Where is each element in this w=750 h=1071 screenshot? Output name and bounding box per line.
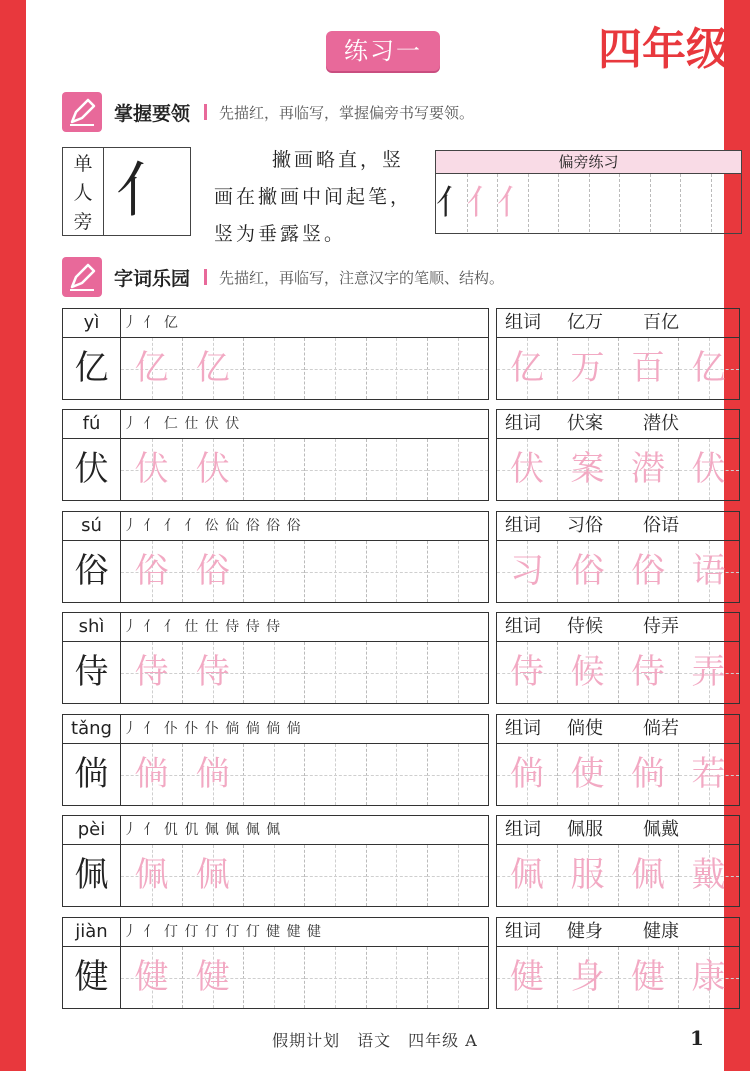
practice-cell[interactable]: [182, 845, 244, 906]
practice-cell[interactable]: [305, 642, 367, 703]
word-grid: [496, 917, 740, 1009]
word-trace-cell[interactable]: [558, 947, 619, 1008]
practice-cell: [619, 174, 651, 232]
practice-cell[interactable]: [121, 642, 183, 703]
word-grid: [496, 714, 740, 806]
word-grid: [496, 612, 740, 704]
trace-char: 伏: [195, 449, 230, 489]
word-label: 组词: [505, 413, 541, 434]
word: 习俗: [567, 515, 603, 536]
character-row: [62, 815, 740, 907]
pinyin: pèi: [63, 816, 121, 845]
model-char: 倘: [63, 744, 121, 805]
word-header: [497, 918, 739, 947]
trace-char: 倘: [510, 754, 544, 794]
character-row: [62, 612, 740, 704]
divider: [204, 104, 207, 120]
word-label: 组词: [505, 718, 541, 739]
word: 佩服: [567, 819, 603, 840]
practice-cell[interactable]: [427, 642, 488, 703]
practice-cell[interactable]: [427, 541, 488, 602]
trace-char: 侍: [631, 652, 665, 692]
word-label: 组词: [505, 819, 541, 840]
practice-cell[interactable]: [305, 541, 367, 602]
practice-cell[interactable]: [182, 744, 244, 805]
section-description: 先描红，再临写，掌握偏旁书写要领。: [219, 103, 475, 122]
word-trace-cell[interactable]: [497, 845, 558, 906]
practice-cell[interactable]: [243, 642, 305, 703]
word-trace-cell[interactable]: [679, 947, 739, 1008]
trace-char: 万: [570, 348, 605, 388]
practice-cell[interactable]: [182, 947, 244, 1008]
section-header-mastery: [62, 92, 474, 132]
trace-char: 佩: [510, 855, 544, 895]
practice-char: 亻: [497, 183, 531, 223]
character-row: [62, 308, 740, 400]
practice-cell[interactable]: [427, 338, 488, 399]
trace-char: 佩: [134, 855, 169, 895]
pinyin: sú: [63, 512, 121, 541]
stroke-order: 丿 亻 亿: [123, 315, 179, 331]
section-title: 掌握要领: [114, 102, 191, 125]
writing-grid: [62, 409, 489, 501]
practice-cell: [680, 174, 712, 232]
practice-cell[interactable]: [305, 439, 367, 500]
trace-char: 亿: [195, 348, 230, 388]
word-trace-cell[interactable]: [618, 947, 679, 1008]
practice-char: 亻: [466, 183, 501, 223]
trace-char: 亿: [510, 348, 544, 388]
practice-cell[interactable]: [182, 439, 244, 500]
word: 健康: [643, 921, 679, 942]
model-char: 伏: [63, 439, 121, 500]
practice-cell[interactable]: [427, 744, 488, 805]
practice-cell[interactable]: [366, 947, 428, 1008]
grade-label: 四年级: [598, 24, 730, 75]
trace-char: 倘: [195, 754, 230, 794]
word-trace-cell[interactable]: [679, 541, 739, 602]
pencil-icon: [62, 92, 102, 132]
word: 倘使: [567, 718, 603, 739]
writing-grid: [62, 917, 489, 1009]
trace-char: 若: [691, 754, 726, 794]
pinyin: fú: [63, 410, 121, 439]
word-grid: [496, 511, 740, 603]
left-edge-band: [0, 0, 26, 1071]
trace-char: 俗: [134, 551, 169, 591]
practice-char: 亻: [436, 183, 470, 223]
practice-cell[interactable]: [121, 338, 183, 399]
word-trace-cell[interactable]: [618, 338, 679, 399]
word: 潜伏: [643, 413, 679, 434]
word-grid: [496, 308, 740, 400]
writing-grid: [62, 612, 489, 704]
practice-cell: [558, 174, 590, 232]
trace-char: 倘: [631, 754, 665, 794]
pinyin: tǎng: [63, 715, 121, 744]
word-trace-cell[interactable]: [618, 439, 679, 500]
word-label: 组词: [505, 921, 541, 942]
pencil-icon: [62, 257, 102, 297]
practice-cell[interactable]: [121, 947, 183, 1008]
word-trace-cell[interactable]: [679, 845, 739, 906]
footer-text: 假期计划 语文 四年级 A: [272, 1031, 478, 1050]
word-trace-cell[interactable]: [679, 338, 739, 399]
trace-char: 百: [631, 348, 665, 388]
stroke-order: 丿 亻 亻 亻 伀 佡 俗 俗 俗: [123, 518, 302, 534]
word-trace-cell[interactable]: [679, 642, 739, 703]
model-char: 佩: [63, 845, 121, 906]
practice-cell[interactable]: [366, 744, 428, 805]
word-header: [497, 512, 739, 541]
practice-cell[interactable]: [305, 744, 367, 805]
radical-display-box: [102, 147, 191, 236]
trace-char: 健: [134, 957, 169, 997]
word: 俗语: [643, 515, 679, 536]
word-grid: [496, 815, 740, 907]
writing-grid: [62, 308, 489, 400]
practice-cell[interactable]: [121, 541, 183, 602]
trace-char: 俗: [570, 551, 605, 591]
exercise-title-tab: 练习一: [326, 31, 440, 71]
trace-char: 侍: [134, 652, 169, 692]
practice-cell[interactable]: [182, 642, 244, 703]
word-header: [497, 309, 739, 338]
character-row: [62, 409, 740, 501]
trace-char: 伏: [510, 449, 544, 489]
pinyin: jiàn: [63, 918, 121, 947]
trace-char: 服: [570, 855, 605, 895]
radical-name-label: 单 人 旁: [62, 147, 104, 236]
practice-cell[interactable]: [427, 845, 488, 906]
trace-char: 健: [195, 957, 230, 997]
trace-char: 亿: [134, 348, 169, 388]
word-label: 组词: [505, 312, 541, 333]
section-header-words: [62, 257, 504, 297]
word: 佩戴: [643, 819, 679, 840]
practice-cell: [467, 174, 499, 232]
trace-char: 弄: [691, 652, 726, 692]
model-char: 侍: [63, 642, 121, 703]
trace-char: 健: [510, 957, 544, 997]
radical-char: 亻: [116, 156, 176, 226]
writing-grid: [62, 511, 489, 603]
practice-cell[interactable]: [121, 439, 183, 500]
trace-char: 习: [510, 551, 544, 591]
word-trace-cell[interactable]: [497, 947, 558, 1008]
word-trace-cell[interactable]: [558, 541, 619, 602]
practice-title: 偏旁练习: [436, 151, 741, 174]
stroke-order: 丿 亻 亻 仕 仕 侍 侍 侍: [123, 619, 282, 635]
trace-char: 候: [570, 652, 605, 692]
trace-char: 使: [570, 754, 605, 794]
trace-char: 案: [570, 449, 605, 489]
practice-cell[interactable]: [243, 338, 305, 399]
word-trace-cell[interactable]: [558, 338, 619, 399]
model-char: 俗: [63, 541, 121, 602]
word-trace-cell[interactable]: [618, 541, 679, 602]
word: 百亿: [643, 312, 679, 333]
word: 侍弄: [643, 616, 679, 637]
word-grid: [496, 409, 740, 501]
word-label: 组词: [505, 515, 541, 536]
trace-char: 佩: [631, 855, 665, 895]
radical-description: 撇画略直，竖画在撇画中间起笔，竖为垂露竖。: [214, 149, 413, 245]
word-trace-cell[interactable]: [558, 439, 619, 500]
radical-practice-box: [435, 150, 742, 234]
practice-cell[interactable]: [182, 541, 244, 602]
word-trace-cell[interactable]: [618, 845, 679, 906]
practice-cell: [650, 174, 682, 232]
practice-cell[interactable]: [305, 845, 367, 906]
word-label: 组词: [505, 616, 541, 637]
trace-char: 语: [691, 551, 726, 591]
practice-cell[interactable]: [243, 439, 305, 500]
trace-char: 伏: [691, 449, 726, 489]
trace-char: 亿: [691, 348, 726, 388]
word-header: [497, 715, 739, 744]
trace-char: 侍: [510, 652, 544, 692]
practice-cell: [589, 174, 621, 232]
practice-cell[interactable]: [427, 439, 488, 500]
practice-cells: [436, 174, 741, 232]
practice-cell[interactable]: [305, 947, 367, 1008]
word-trace-cell[interactable]: [497, 338, 558, 399]
practice-cell[interactable]: [427, 947, 488, 1008]
trace-char: 潜: [631, 449, 665, 489]
word-trace-cell[interactable]: [679, 744, 739, 805]
word: 健身: [567, 921, 603, 942]
word-trace-cell[interactable]: [558, 642, 619, 703]
section-title: 字词乐园: [114, 267, 191, 290]
word-trace-cell[interactable]: [558, 845, 619, 906]
word-trace-cell[interactable]: [497, 642, 558, 703]
word-header: [497, 410, 739, 439]
trace-char: 身: [570, 957, 605, 997]
word-trace-cell[interactable]: [497, 744, 558, 805]
character-row: [62, 714, 740, 806]
word-trace-cell[interactable]: [497, 439, 558, 500]
trace-char: 伏: [134, 449, 169, 489]
character-row: [62, 917, 740, 1009]
trace-char: 俗: [631, 551, 665, 591]
writing-grid: [62, 815, 489, 907]
practice-cell[interactable]: [366, 541, 428, 602]
practice-cell[interactable]: [366, 642, 428, 703]
character-row: [62, 511, 740, 603]
page-number: 1: [690, 1026, 704, 1050]
word: 伏案: [567, 413, 603, 434]
trace-char: 俗: [195, 551, 230, 591]
model-char: 健: [63, 947, 121, 1008]
practice-cell[interactable]: [121, 845, 183, 906]
word: 亿万: [567, 312, 603, 333]
pinyin: shì: [63, 613, 121, 642]
practice-cell: [497, 174, 529, 232]
word-trace-cell[interactable]: [618, 642, 679, 703]
practice-cell: [436, 174, 468, 232]
writing-grid: [62, 714, 489, 806]
practice-cell[interactable]: [305, 338, 367, 399]
worksheet-page: [26, 0, 730, 1071]
trace-char: 倘: [134, 754, 169, 794]
practice-cell[interactable]: [182, 338, 244, 399]
practice-cell[interactable]: [366, 845, 428, 906]
word: 倘若: [643, 718, 679, 739]
practice-cell[interactable]: [243, 744, 305, 805]
stroke-order: 丿 亻 仉 仉 佩 佩 佩 佩: [123, 822, 282, 838]
word-header: [497, 816, 739, 845]
trace-char: 康: [691, 957, 726, 997]
section-description: 先描红，再临写，注意汉字的笔顺、结构。: [219, 268, 505, 287]
practice-cell[interactable]: [243, 845, 305, 906]
divider: [204, 269, 207, 285]
practice-cell[interactable]: [366, 439, 428, 500]
word-trace-cell[interactable]: [497, 541, 558, 602]
stroke-order: 丿 亻 仁 仕 伏 伏: [123, 416, 241, 432]
pinyin: yì: [63, 309, 121, 338]
practice-cell[interactable]: [243, 947, 305, 1008]
word-trace-cell[interactable]: [558, 744, 619, 805]
trace-char: 戴: [691, 855, 726, 895]
practice-cell[interactable]: [243, 541, 305, 602]
word-header: [497, 613, 739, 642]
trace-char: 佩: [195, 855, 230, 895]
model-char: 亿: [63, 338, 121, 399]
practice-cell[interactable]: [366, 338, 428, 399]
word-trace-cell[interactable]: [618, 744, 679, 805]
practice-cell[interactable]: [121, 744, 183, 805]
trace-char: 侍: [195, 652, 230, 692]
practice-cell: [711, 174, 742, 232]
practice-cell: [528, 174, 560, 232]
word-trace-cell[interactable]: [679, 439, 739, 500]
trace-char: 健: [631, 957, 665, 997]
word: 侍候: [567, 616, 603, 637]
stroke-order: 丿 亻 仃 仃 仃 仃 仃 健 健 健: [123, 924, 323, 940]
stroke-order: 丿 亻 仆 仆 仆 倘 倘 倘 倘: [123, 721, 302, 737]
